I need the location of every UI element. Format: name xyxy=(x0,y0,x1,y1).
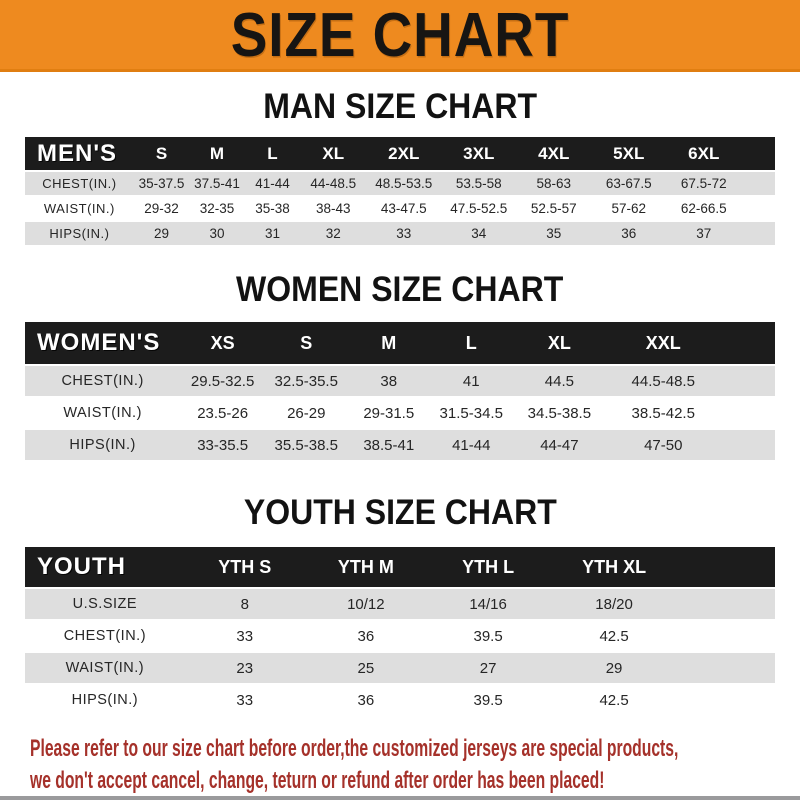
size-cell: 41 xyxy=(430,366,513,396)
table-header-label-men: MEN'S xyxy=(25,137,134,170)
size-cell: 32 xyxy=(300,222,366,245)
size-cell: 38.5-42.5 xyxy=(606,398,720,428)
size-cell: 57-62 xyxy=(591,197,666,220)
row-label: CHEST(IN.) xyxy=(25,621,185,651)
section-title-text: YOUTH SIZE CHART xyxy=(243,491,557,532)
table-row xyxy=(25,589,775,619)
section-title-women xyxy=(0,270,800,308)
column-header: 4XL xyxy=(516,137,591,170)
table-row xyxy=(25,197,775,220)
size-cell: 62-66.5 xyxy=(666,197,741,220)
size-cell: 8 xyxy=(185,589,305,619)
size-cell: 26-29 xyxy=(265,398,348,428)
size-cell: 10/12 xyxy=(305,589,427,619)
row-label: CHEST(IN.) xyxy=(25,366,180,396)
size-cell: 47.5-52.5 xyxy=(441,197,516,220)
row-spacer xyxy=(679,653,775,683)
column-header: L xyxy=(430,322,513,364)
row-label: WAIST(IN.) xyxy=(25,653,185,683)
row-spacer xyxy=(679,589,775,619)
size-cell: 42.5 xyxy=(549,685,679,715)
footer-line xyxy=(30,733,800,765)
row-spacer xyxy=(741,222,775,245)
size-cell: 25 xyxy=(305,653,427,683)
section-title-men xyxy=(0,87,800,125)
size-cell: 33 xyxy=(185,621,305,651)
column-header: YTH XL xyxy=(549,547,679,587)
size-cell: 35.5-38.5 xyxy=(265,430,348,460)
size-cell: 35-38 xyxy=(245,197,301,220)
size-cell: 44.5 xyxy=(513,366,607,396)
size-cell: 42.5 xyxy=(549,621,679,651)
size-cell: 47-50 xyxy=(606,430,720,460)
section-title-text: WOMEN SIZE CHART xyxy=(236,268,564,309)
header-spacer xyxy=(720,322,775,364)
table-header-label-youth: YOUTH xyxy=(25,547,185,587)
bottom-edge-strip xyxy=(0,796,800,800)
table-header-row xyxy=(25,137,775,170)
size-cell: 18/20 xyxy=(549,589,679,619)
row-label: HIPS(IN.) xyxy=(25,685,185,715)
row-spacer xyxy=(720,398,775,428)
size-table-women xyxy=(25,320,775,462)
size-cell: 30 xyxy=(189,222,245,245)
size-cell: 43-47.5 xyxy=(366,197,441,220)
size-cell: 41-44 xyxy=(245,172,301,195)
table-row xyxy=(25,222,775,245)
section-women xyxy=(0,270,800,462)
size-cell: 63-67.5 xyxy=(591,172,666,195)
size-cell: 23.5-26 xyxy=(180,398,265,428)
table-header-label-women: WOMEN'S xyxy=(25,322,180,364)
size-cell: 38.5-41 xyxy=(348,430,431,460)
footer-line-1-text: Please refer to our size chart before order,the customized jerseys are special products, xyxy=(30,735,679,762)
column-header: S xyxy=(265,322,348,364)
size-cell: 37 xyxy=(666,222,741,245)
column-header: L xyxy=(245,137,301,170)
footer-line xyxy=(30,765,800,797)
row-label: CHEST(IN.) xyxy=(25,172,134,195)
column-header: XL xyxy=(513,322,607,364)
size-cell: 32-35 xyxy=(189,197,245,220)
row-label: U.S.SIZE xyxy=(25,589,185,619)
size-cell: 33 xyxy=(366,222,441,245)
section-men xyxy=(0,87,800,247)
size-cell: 29 xyxy=(549,653,679,683)
size-cell: 33-35.5 xyxy=(180,430,265,460)
column-header: 5XL xyxy=(591,137,666,170)
size-cell: 44-47 xyxy=(513,430,607,460)
size-table-youth xyxy=(25,545,775,717)
size-cell: 58-63 xyxy=(516,172,591,195)
column-header: XL xyxy=(300,137,366,170)
header-spacer xyxy=(741,137,775,170)
size-cell: 23 xyxy=(185,653,305,683)
size-cell: 39.5 xyxy=(427,685,549,715)
size-cell: 36 xyxy=(591,222,666,245)
column-header: M xyxy=(189,137,245,170)
column-header: M xyxy=(348,322,431,364)
size-cell: 36 xyxy=(305,621,427,651)
size-cell: 34 xyxy=(441,222,516,245)
sections-container xyxy=(0,87,800,717)
column-header: 3XL xyxy=(441,137,516,170)
table-row xyxy=(25,172,775,195)
size-cell: 53.5-58 xyxy=(441,172,516,195)
table-row xyxy=(25,685,775,715)
column-header: YTH M xyxy=(305,547,427,587)
size-cell: 31.5-34.5 xyxy=(430,398,513,428)
banner-title: SIZE CHART xyxy=(230,0,570,70)
table-row xyxy=(25,398,775,428)
table-row xyxy=(25,653,775,683)
size-cell: 36 xyxy=(305,685,427,715)
table-row xyxy=(25,366,775,396)
size-cell: 33 xyxy=(185,685,305,715)
row-label: WAIST(IN.) xyxy=(25,398,180,428)
footer-note xyxy=(30,733,800,797)
size-cell: 34.5-38.5 xyxy=(513,398,607,428)
size-cell: 41-44 xyxy=(430,430,513,460)
size-cell: 35-37.5 xyxy=(134,172,190,195)
section-title-text: MAN SIZE CHART xyxy=(263,85,537,126)
size-cell: 35 xyxy=(516,222,591,245)
footer-line-2-text: we don't accept cancel, change, teturn or refund after order has been placed! xyxy=(30,767,605,794)
column-header: S xyxy=(134,137,190,170)
size-cell: 29 xyxy=(134,222,190,245)
row-spacer xyxy=(741,172,775,195)
size-cell: 48.5-53.5 xyxy=(366,172,441,195)
size-cell: 29-31.5 xyxy=(348,398,431,428)
row-spacer xyxy=(679,685,775,715)
size-cell: 39.5 xyxy=(427,621,549,651)
table-header-row xyxy=(25,322,775,364)
row-label: HIPS(IN.) xyxy=(25,430,180,460)
column-header: XS xyxy=(180,322,265,364)
size-cell: 37.5-41 xyxy=(189,172,245,195)
size-cell: 29-32 xyxy=(134,197,190,220)
size-cell: 38-43 xyxy=(300,197,366,220)
size-cell: 32.5-35.5 xyxy=(265,366,348,396)
size-table-men xyxy=(25,135,775,247)
table-header-row xyxy=(25,547,775,587)
table-row xyxy=(25,621,775,651)
row-spacer xyxy=(720,430,775,460)
size-cell: 44-48.5 xyxy=(300,172,366,195)
banner xyxy=(0,0,800,72)
size-cell: 44.5-48.5 xyxy=(606,366,720,396)
column-header: 6XL xyxy=(666,137,741,170)
column-header: 2XL xyxy=(366,137,441,170)
section-title-youth xyxy=(0,493,800,531)
row-label: WAIST(IN.) xyxy=(25,197,134,220)
size-cell: 29.5-32.5 xyxy=(180,366,265,396)
column-header: YTH S xyxy=(185,547,305,587)
row-spacer xyxy=(741,197,775,220)
size-cell: 67.5-72 xyxy=(666,172,741,195)
size-cell: 38 xyxy=(348,366,431,396)
size-cell: 14/16 xyxy=(427,589,549,619)
size-cell: 31 xyxy=(245,222,301,245)
header-spacer xyxy=(679,547,775,587)
row-spacer xyxy=(679,621,775,651)
table-row xyxy=(25,430,775,460)
column-header: YTH L xyxy=(427,547,549,587)
row-label: HIPS(IN.) xyxy=(25,222,134,245)
size-cell: 27 xyxy=(427,653,549,683)
section-youth xyxy=(0,493,800,717)
size-cell: 52.5-57 xyxy=(516,197,591,220)
column-header: XXL xyxy=(606,322,720,364)
row-spacer xyxy=(720,366,775,396)
